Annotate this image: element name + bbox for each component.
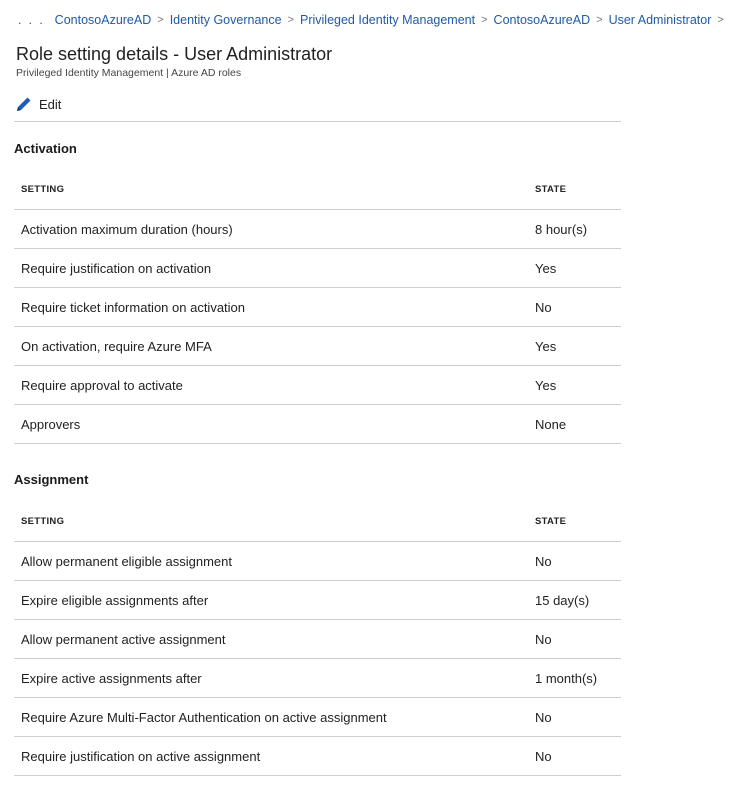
breadcrumb-separator-icon: > [287,14,294,26]
table-row [14,249,621,288]
breadcrumb-item-tenant-2[interactable]: ContosoAzureAD [493,13,591,27]
table-row [14,620,621,659]
breadcrumb-separator-icon: > [596,14,603,26]
column-header-setting: SETTING [21,516,65,527]
setting-state: Yes [535,339,557,354]
table-row [14,327,621,366]
setting-state: 15 day(s) [535,593,590,608]
setting-name: On activation, require Azure MFA [21,339,212,354]
setting-name: Allow permanent active assignment [21,632,226,647]
setting-name: Activation maximum duration (hours) [21,222,233,237]
setting-state: No [535,300,552,315]
setting-name: Require ticket information on activation [21,300,246,315]
edit-button-label: Edit [39,96,62,112]
setting-state: No [535,632,552,647]
setting-state: 1 month(s) [535,671,598,686]
setting-name: Expire eligible assignments after [21,593,209,608]
column-header-state: STATE [535,184,567,195]
activation-section-title: Activation [14,141,77,156]
setting-name: Require approval to activate [21,378,183,393]
page-subtitle: Privileged Identity Management | Azure AD roles [16,67,242,79]
setting-state: Yes [535,378,557,393]
breadcrumb-overflow[interactable]: . . . [18,13,45,27]
page-title: Role setting details - User Administrator [16,44,333,64]
table-row [14,581,621,620]
setting-name: Expire active assignments after [21,671,202,686]
setting-name: Approvers [21,417,81,432]
breadcrumb [18,11,730,29]
setting-state: None [535,417,567,432]
breadcrumb-separator-icon: > [717,14,724,26]
table-row [14,405,621,444]
setting-state: No [535,749,552,764]
setting-name: Allow permanent eligible assignment [21,554,233,569]
pencil-icon [15,95,33,113]
toolbar-divider [14,121,621,122]
table-row [14,698,621,737]
setting-state: Yes [535,261,557,276]
setting-name: Require Azure Multi-Factor Authentication on active assignment [21,710,387,725]
assignment-section-title: Assignment [14,472,89,487]
table-row [14,659,621,698]
table-row [14,737,621,776]
breadcrumb-item-pim[interactable]: Privileged Identity Management [300,13,476,27]
breadcrumb-item-tenant[interactable]: ContosoAzureAD [54,13,152,27]
table-row [14,366,621,405]
table-header-row [14,171,621,210]
breadcrumb-item-user-administrator[interactable]: User Administrator [608,13,712,27]
column-header-state: STATE [535,516,567,527]
breadcrumb-separator-icon: > [481,14,488,26]
edit-button[interactable] [15,94,61,114]
table-row [14,288,621,327]
activation-table [14,171,621,444]
assignment-table [14,503,621,776]
setting-name: Require justification on activation [21,261,212,276]
setting-state: 8 hour(s) [535,222,588,237]
setting-state: No [535,554,552,569]
setting-name: Require justification on active assignment [21,749,261,764]
column-header-setting: SETTING [21,184,65,195]
breadcrumb-separator-icon: > [157,14,164,26]
breadcrumb-item-identity-governance[interactable]: Identity Governance [169,13,282,27]
table-header-row [14,503,621,542]
table-row [14,542,621,581]
setting-state: No [535,710,552,725]
table-row [14,210,621,249]
